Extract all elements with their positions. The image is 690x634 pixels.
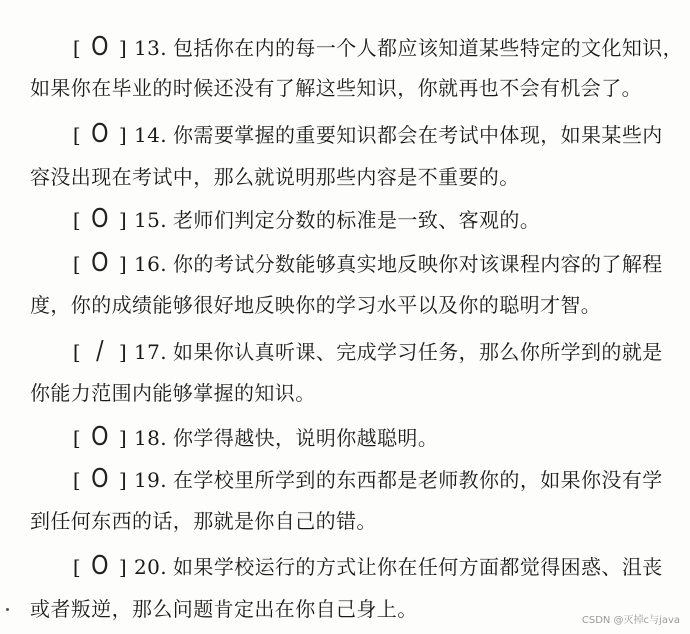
item-number: 18.	[134, 426, 168, 450]
item-20-first-line	[72, 553, 663, 580]
item-number: 20.	[134, 555, 168, 579]
item-text: 老师们判定分数的标准是一致、客观的。	[173, 208, 541, 232]
item-14-first-line	[72, 121, 663, 148]
close-bracket: ]	[118, 208, 128, 232]
item-15-first-line	[72, 206, 540, 233]
item-19-continuation: 到任何东西的话，那就是你自己的错。	[30, 509, 377, 533]
item-number: 17.	[134, 340, 168, 364]
item-text: 你的考试分数能够真实地反映你对该课程内容的了解程	[173, 252, 663, 276]
item-number: 14.	[134, 123, 168, 147]
open-bracket: [	[72, 208, 82, 232]
item-19-first-line	[72, 466, 663, 493]
open-bracket: [	[72, 555, 82, 579]
item-text: 你需要掌握的重要知识都会在考试中体现，如果某些内	[173, 123, 663, 147]
open-bracket: [	[72, 468, 82, 492]
close-bracket: ]	[118, 123, 128, 147]
item-text: 如果你认真听课、完成学习任务，那么你所学到的就是	[173, 340, 663, 364]
item-17-continuation: 你能力范围内能够掌握的知识。	[30, 381, 316, 405]
item-number: 15.	[134, 208, 168, 232]
item-text: 如果学校运行的方式让你在任何方面都觉得困惑、沮丧	[173, 555, 663, 579]
item-13-continuation: 如果你在毕业的时候还没有了解这些知识，你就再也不会有机会了。	[30, 76, 642, 100]
handwritten-mark: O	[91, 551, 109, 581]
item-16-continuation: 度，你的成绩能够很好地反映你的学习水平以及你的聪明才智。	[30, 293, 602, 317]
item-16-first-line	[72, 250, 663, 277]
handwritten-mark: O	[91, 32, 109, 62]
item-number: 19.	[134, 468, 168, 492]
handwritten-mark: O	[91, 204, 109, 234]
item-text: 包括你在内的每一个人都应该知道某些特定的文化知识，	[173, 36, 684, 60]
handwritten-mark: O	[91, 119, 109, 149]
close-bracket: ]	[118, 426, 128, 450]
open-bracket: [	[72, 123, 82, 147]
watermark: CSDN @灭掉c与java	[581, 615, 680, 626]
item-20-continuation: 或者叛逆，那么问题肯定出在你自己身上。	[30, 597, 418, 621]
handwritten-mark: O	[91, 248, 109, 278]
close-bracket: ]	[118, 340, 128, 364]
close-bracket: ]	[118, 555, 128, 579]
scan-speck	[6, 608, 9, 611]
item-number: 13.	[134, 36, 168, 60]
handwritten-mark: O	[91, 422, 109, 452]
close-bracket: ]	[118, 36, 128, 60]
item-14-continuation: 容没出现在考试中，那么就说明那些内容是不重要的。	[30, 165, 520, 189]
open-bracket: [	[72, 36, 82, 60]
open-bracket: [	[72, 426, 82, 450]
item-text: 在学校里所学到的东西都是老师教你的，如果你没有学	[173, 468, 663, 492]
close-bracket: ]	[118, 468, 128, 492]
close-bracket: ]	[118, 252, 128, 276]
item-13-first-line	[72, 34, 683, 61]
open-bracket: [	[72, 252, 82, 276]
item-18-first-line	[72, 424, 438, 451]
item-number: 16.	[134, 252, 168, 276]
item-17-first-line	[72, 338, 663, 365]
item-text: 你学得越快，说明你越聪明。	[173, 426, 439, 450]
handwritten-mark: O	[91, 464, 109, 494]
open-bracket: [	[72, 340, 82, 364]
handwritten-mark: /	[96, 336, 104, 366]
